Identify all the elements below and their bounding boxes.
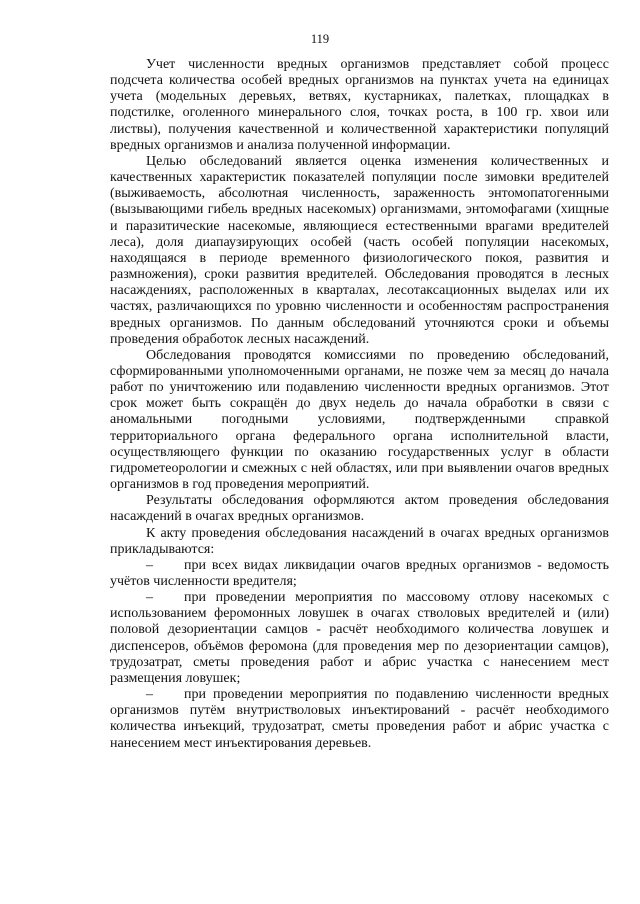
paragraph-act-attachments: К акту проведения обследования насаждений в очагах вредных организмов прикладываются: <box>110 525 609 557</box>
paragraph-survey-results: Результаты обследования оформляются актом проведения обследования насаждений в очагах вредных организмов. <box>110 493 609 525</box>
list-dash: – <box>146 687 153 703</box>
list-item <box>110 590 609 687</box>
paragraph-survey-commissions: Обследования проводятся комиссиями по проведению обследований, сформированными уполномоченными органами, не позже чем за месяц до начала работ по уничтожению или подавлению численности вредных организмов. Этот срок может быть сокращён до двух недель до начала обработки в связи с аномальными погодными условиями, подтвержденными справкой территориального органа федерального органа исполнительной власти, осуществляющего функции по оказанию государственных услуг в области гидрометеорологии и смежных с ней областях, или при выявлении очагов вредных организмов в год проведения мероприятий. <box>110 347 609 493</box>
list-item-text: при проведении мероприятия по подавлению численности вредных организмов путём внутристволовых инъектирований - расчёт необходимого количества инъекций, трудозатрат, сметы проведения работ и абрис участка с нанесением мест инъектирования деревьев. <box>110 687 609 751</box>
list-item-text: при проведении мероприятия по массовому отлову насекомых с использованием феромонных ловушек в очагах стволовых вредителей и (или) половой дезориентации самцов - расчёт необходимого количества ловушек и диспенсеров, объёмов феромона (для проведения мер по дезориентации самцов), трудозатрат, сметы проведения работ и абрис участка с нанесением мест размещения ловушек; <box>110 590 609 686</box>
paragraph-accounting-definition: Учет численности вредных организмов представляет собой процесс подсчета количества особей вредных организмов на пунктах учета на единицах учета (модельных деревьях, ветвях, кустарниках, палетках, площадках в подстилке, оголенного минерального слоя, точках роста, в 100 гр. хвои или листвы), получения качественной и количественной характеристики популяций вредных организмов и анализа полученной информации. <box>110 57 609 153</box>
document-body <box>110 57 609 752</box>
list-item <box>110 558 609 590</box>
list-item <box>110 687 609 752</box>
list-dash: – <box>146 590 153 606</box>
page-number: 119 <box>310 32 330 46</box>
paragraph-survey-purpose: Целью обследований является оценка изменения количественных и качественных характеристик показателей популяции после зимовки вредителей (выживаемость, абсолютная численность, зараженность энтомопатогенными (вызывающими гибель вредных насекомых) организмами, энтомофагами (хищные и паразитические насекомые, являющиеся естественными врагами вредителей леса), доля диапаузирующих особей (часть особей популяции насекомых, находящаяся в периоде временного физиологического покоя, развития и размножения), сроки развития вредителей. Обследования проводятся в лесных насаждениях, расположенных в кварталах, лесотаксационных выделах или их частях, различающихся по уровню численности и особенностям распространения вредных организмов. По данным обследований уточняются сроки и объемы проведения обработок лесных насаждений. <box>110 153 609 347</box>
list-item-text: при всех видах ликвидации очагов вредных организмов - ведомость учётов численности вредителя; <box>110 557 609 589</box>
list-dash: – <box>146 557 153 573</box>
